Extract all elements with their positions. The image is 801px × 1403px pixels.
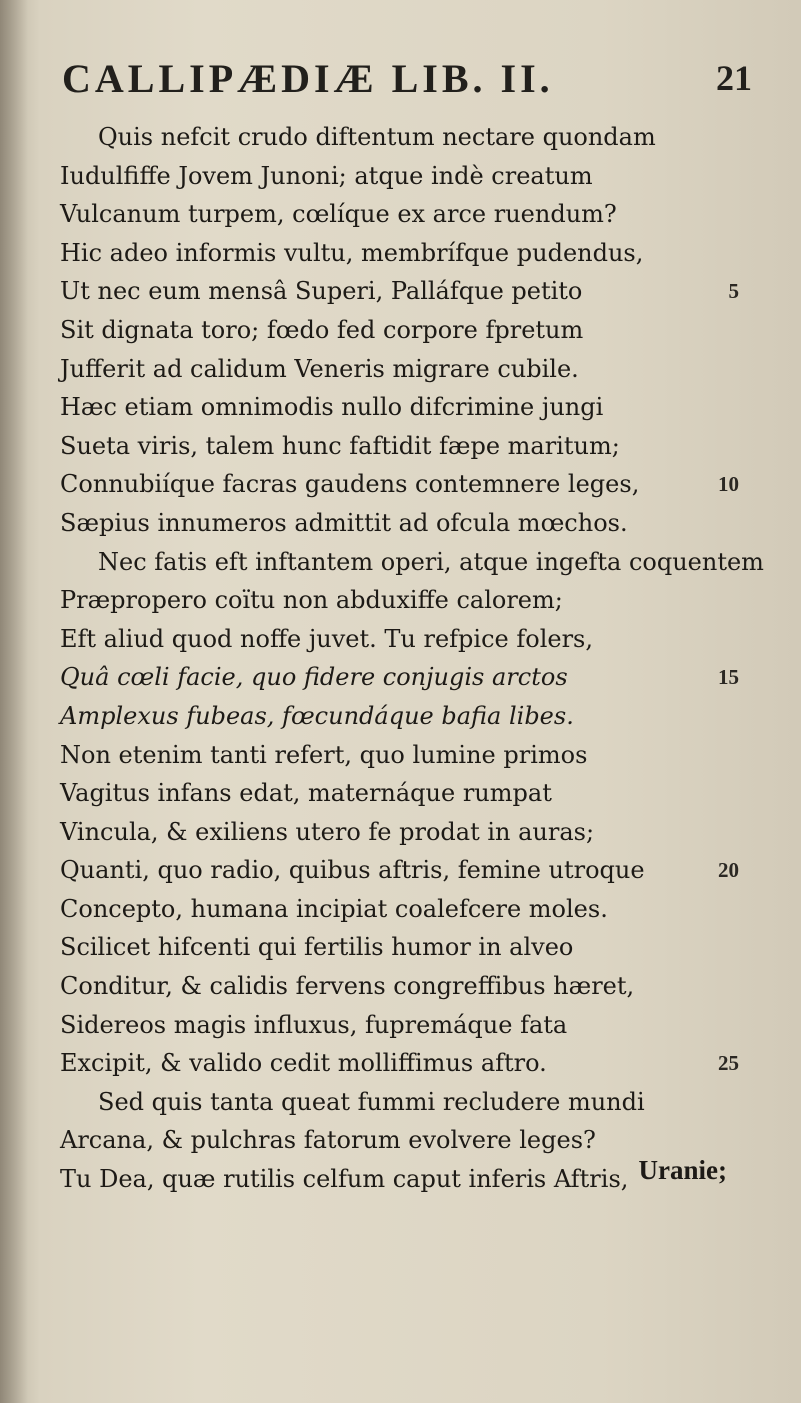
verse-line — [0, 813, 801, 852]
line-number: 15 — [718, 665, 739, 690]
verse-text: Sæpius innumeros admittit ad ofcula mœchos. — [60, 508, 628, 537]
verse-line — [0, 157, 801, 196]
running-head: CALLIPÆDIÆ LIB. II. — [62, 56, 554, 101]
verse-text: Connubiíque facras gaudens contemnere leges, — [60, 470, 640, 499]
verse-text: Nec fatis eft inftantem operi, atque ingefta coquentem — [98, 547, 764, 576]
page-header — [62, 55, 752, 115]
verse-line — [0, 195, 801, 234]
verse-line — [0, 736, 801, 775]
verse-line — [0, 697, 801, 736]
catchword: Uranie; — [638, 1155, 727, 1185]
verse-text: Arcana, & pulchras fatorum evolvere leges? — [60, 1126, 596, 1155]
verse-text: Sueta viris, talem hunc faftidit fæpe maritum; — [60, 431, 620, 460]
verse-text: Ut nec eum mensâ Superi, Palláfque petito — [60, 277, 583, 306]
verse-line — [0, 465, 801, 504]
verse-line — [0, 658, 801, 697]
verse-text: Tu Dea, quæ rutilis celfum caput inferis Aftris, — [60, 1165, 629, 1194]
verse-text: Eft aliud quod noffe juvet. Tu refpice folers, — [60, 624, 593, 653]
verse-text: Sit dignata toro; fœdo fed corpore fpretum — [60, 315, 584, 344]
line-number: 25 — [718, 1051, 739, 1076]
verse-text: Iudulfiffe Jovem Junoni; atque indè creatum — [60, 161, 593, 190]
verse-line — [0, 118, 801, 157]
line-number: 20 — [718, 858, 739, 883]
line-number: 5 — [728, 279, 739, 304]
verse-text: Sed quis tanta queat fummi recludere mundi — [98, 1087, 645, 1116]
verse-line — [0, 272, 801, 311]
verse-text: Amplexus fubeas, fœcundáque bafia libes. — [60, 701, 574, 730]
poem-text-block — [0, 118, 801, 1199]
verse-text: Conditur, & calidis fervens congreffibus hæret, — [60, 972, 635, 1001]
verse-text: Quâ cœli facie, quo fidere conjugis arctos — [60, 663, 568, 692]
verse-text: Quanti, quo radio, quibus aftris, femine utroque — [60, 856, 645, 885]
verse-line — [0, 427, 801, 466]
verse-line — [0, 890, 801, 929]
verse-text: Hic adeo informis vultu, membrífque pudendus, — [60, 238, 644, 267]
verse-text: Quis nefcit crudo diftentum nectare quondam — [98, 123, 656, 151]
verse-text: Vincula, & exiliens utero fe prodat in auras; — [60, 817, 595, 846]
verse-text: Sidereos magis influxus, fupremáque fata — [60, 1010, 568, 1039]
verse-line — [0, 581, 801, 620]
verse-line — [0, 311, 801, 350]
page-number: 21 — [716, 58, 752, 98]
verse-text: Non etenim tanti refert, quo lumine primos — [60, 740, 588, 769]
verse-text: Jufferit ad calidum Veneris migrare cubile. — [60, 354, 579, 383]
verse-text: Vagitus infans edat, maternáque rumpat — [60, 779, 552, 808]
verse-line — [0, 234, 801, 273]
verse-line — [0, 928, 801, 967]
verse-line — [0, 504, 801, 543]
verse-text: Hæc etiam omnimodis nullo difcrimine jungi — [60, 393, 604, 422]
verse-text: Excipit, & valido cedit molliffimus aftro. — [60, 1049, 547, 1078]
verse-line — [0, 1044, 801, 1083]
verse-text: Concepto, humana incipiat coalefcere moles. — [60, 894, 608, 923]
line-number: 10 — [718, 472, 739, 497]
verse-text: Præpropero coïtu non abduxiffe calorem; — [60, 586, 563, 615]
verse-line — [0, 967, 801, 1006]
verse-line — [0, 350, 801, 389]
verse-line — [0, 543, 801, 582]
verse-line — [0, 388, 801, 427]
verse-line — [0, 1083, 801, 1122]
verse-line — [0, 1006, 801, 1045]
verse-text: Scilicet hifcenti qui fertilis humor in alveo — [60, 933, 574, 962]
verse-line — [0, 774, 801, 813]
verse-line — [0, 851, 801, 890]
verse-line — [0, 620, 801, 659]
verse-text: Vulcanum turpem, cœlíque ex arce ruendum? — [60, 200, 617, 229]
